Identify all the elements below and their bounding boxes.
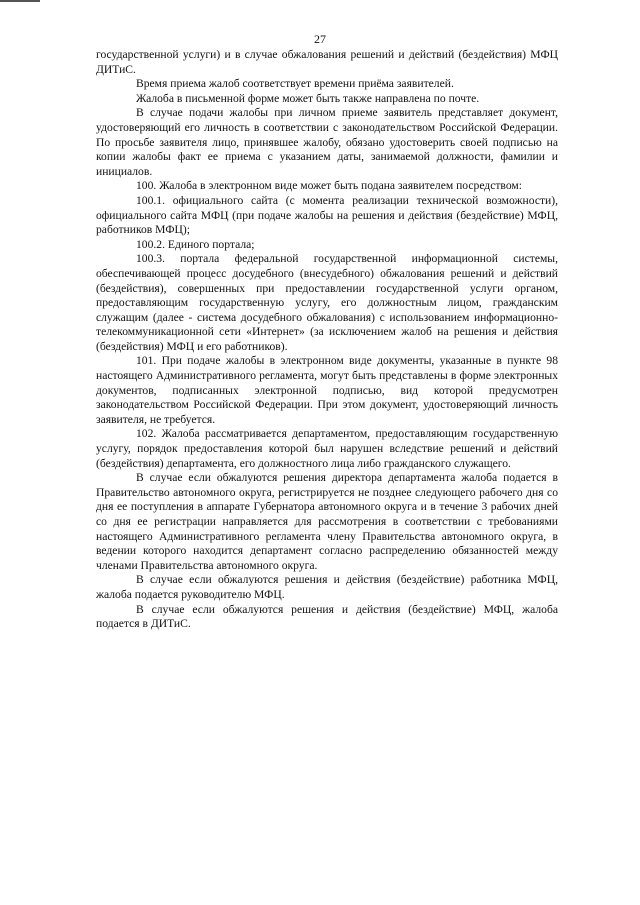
paragraph: Время приема жалоб соответствует времени приёма заявителей.: [136, 77, 454, 91]
paragraph: 100. Жалоба в электронном виде может быть подана заявителем посредством:: [136, 179, 522, 193]
paragraph: В случае подачи жалобы при личном приеме заявитель представляет документ, удостоверяющий его личность в соответствии с законодательством Российской Федерации. По просьбе заявителя лицо, принявшее жалобу, обязано удостоверить своей подписью на копии жалобы факт ее приема с указанием даты, занимаемой должности, фамилии и инициалов.: [96, 106, 558, 178]
scan-corner-mark: [0, 0, 40, 2]
paragraph: Жалоба в письменной форме может быть также направлена по почте.: [136, 91, 480, 105]
paragraph: 100.1. официального сайта (с момента реализации технической возможности), официального сайта МФЦ (при подаче жалобы на решения и действия (бездействие) МФЦ, работников МФЦ);: [96, 193, 558, 237]
paragraph: 100.3. портала федеральной государственной информационной системы, обеспечивающей процесс досудебного (внесудебного) обжалования решений и действий (бездействия), совершенных при предоставлении государственной услуги органом, предоставляющим государственную услугу, его должностным лицом, гражданским служащим (далее - система досудебного обжалования) с использованием информационно-телекоммуникационной сети «Интернет» (за исключением жалоб на решения и действия (бездействия) МФЦ и его работников).: [96, 252, 558, 353]
document-body: [96, 48, 558, 632]
paragraph: В случае если обжалуются решения и действия (бездействие) работника МФЦ, жалоба подается руководителю МФЦ.: [96, 573, 558, 601]
paragraph: 101. При подаче жалобы в электронном виде документы, указанные в пункте 98 настоящего Административного регламента, могут быть представлены в форме электронных документов, подписанных электронной подписью, вид которой предусмотрен законодательством Российской Федерации. При этом документ, удостоверяющий личность заявителя, не требуется.: [96, 354, 558, 426]
paragraph: В случае если обжалуются решения директора департамента жалоба подается в Правительство автономного округа, регистрируется не позднее следующего рабочего дня со дня ее поступления в аппарате Губернатора автономного округа и в течение 3 рабочих дней со дня ее регистрации направляется для рассмотрения в соответствии с требованиями настоящего Административного регламента члену Правительства автономного округа, в ведении которого находится департамент согласно распределению обязанностей между членами Правительства автономного округа.: [96, 471, 558, 572]
paragraph: 102. Жалоба рассматривается департаментом, предоставляющим государственную услугу, порядок предоставления которой был нарушен вследствие решений и действий (бездействия) департамента, его должностного лица либо гражданского служащего.: [96, 427, 558, 470]
page-number: 27: [314, 32, 326, 46]
paragraph: В случае если обжалуются решения и действия (бездействие) МФЦ, жалоба подается в ДИТиС.: [96, 602, 558, 631]
paragraph: 100.2. Единого портала;: [136, 237, 255, 251]
paragraph: государственной услуги) и в случае обжалования решений и действий (бездействия) МФЦ ДИТиС.: [96, 48, 558, 76]
